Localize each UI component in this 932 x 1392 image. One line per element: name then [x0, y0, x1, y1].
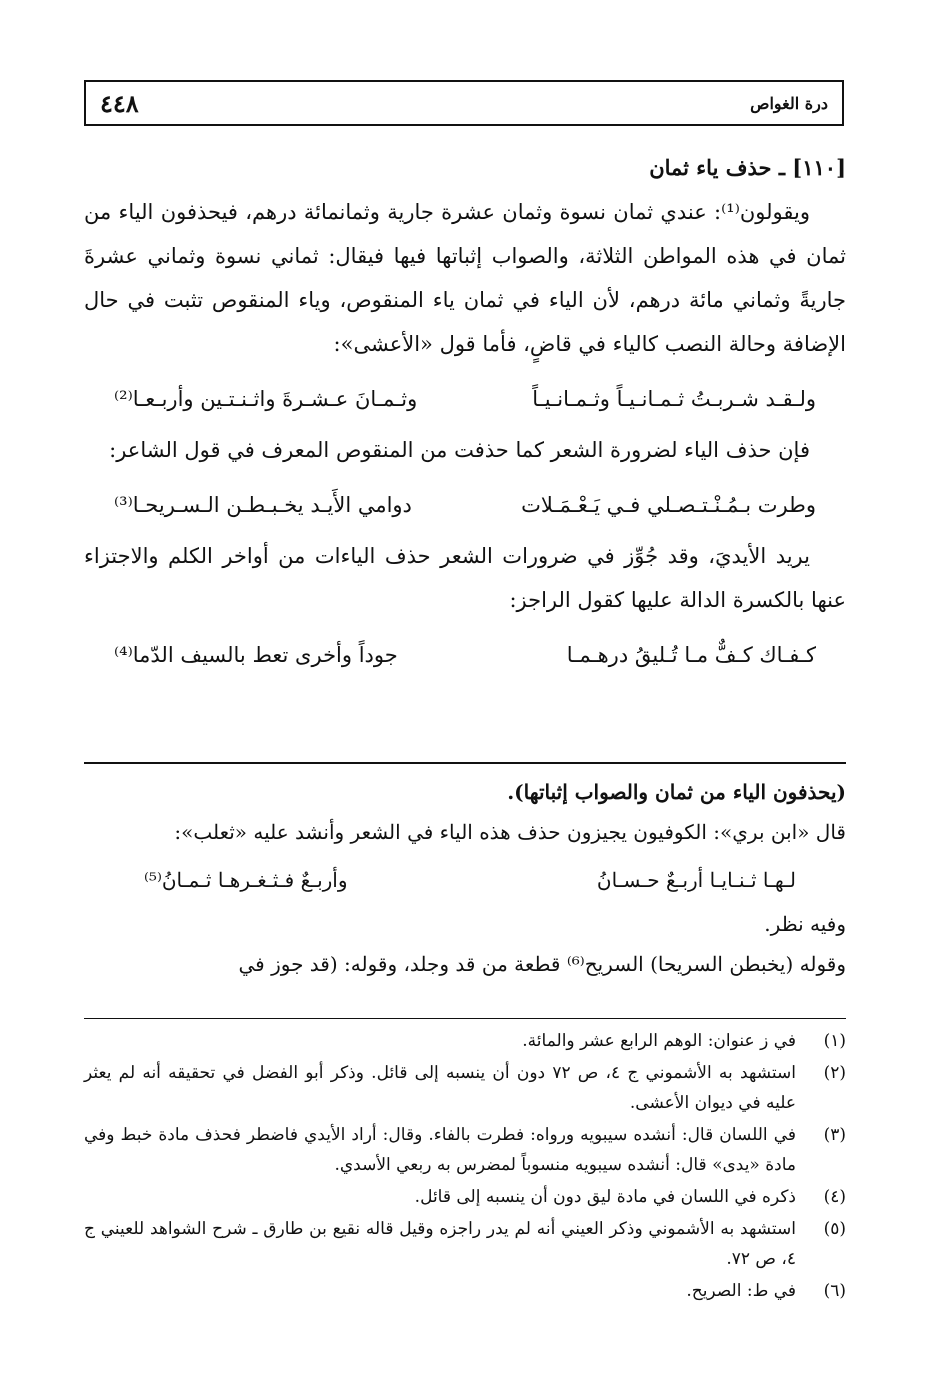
footnote	[84, 1026, 846, 1056]
verse-1	[84, 366, 846, 428]
commentary-verse	[84, 852, 846, 904]
footnote	[84, 1120, 846, 1180]
main-text	[84, 150, 846, 684]
footnote	[84, 1058, 846, 1118]
footnotes-divider	[84, 1018, 846, 1019]
verse-2	[84, 472, 846, 534]
commentary-paragraph-1: قال «ابن بري»: الكوفيون يجيزون حذف هذه الياء في الشعر وأنشد عليه «ثعلب»:	[174, 820, 846, 844]
commentary-verse-second-hemistich: وأربـعٌ فـثـغـرهـا ثـمـانُ⁽⁵⁾	[144, 868, 348, 892]
commentary-verse-first-hemistich: لـهـا ثـنـايـا أربـعٌ حـسـانُ	[596, 868, 796, 892]
section-title: [١١٠] ـ حذف ياء ثمان	[649, 155, 846, 180]
commentary-paragraph-3: وقوله (يخبطن السريحا) السريح⁽⁶⁾ قطعة من قد وجلد، وقوله: (قد جوز في	[238, 952, 846, 976]
commentary-divider	[84, 762, 846, 764]
footnote-number: (٤)	[823, 1187, 846, 1207]
paragraph-3: يريد الأيديَ، وقد جُوِّز في ضرورات الشعر حذف الياءات من أواخر الكلم والاجتزاء عنها بالكسرة الدالة عليها كقول الراجز:	[84, 544, 846, 612]
footnote-text: في ط: الصريح.	[686, 1281, 796, 1301]
paragraph-1: ويقولون⁽¹⁾: عندي ثمان نسوة وثمان عشرة جارية وثمانمائة درهم، فيحذفون الياء من ثمان في هذه المواطن الثلاثة، والصواب إثباتها فيها فيقال: ثماني نسوة وثماني عشرةَ جاريةً وثماني مائة درهم، لأن الياء في ثمان ياء المنقوص، وياء المنقوص تثبت في حال الإضافة وحالة النصب كالياء في قاضٍ، فأما قول «الأعشى»:	[84, 200, 846, 356]
commentary-heading: (يحذفون الياء من ثمان والصواب إثباتها).	[507, 780, 846, 804]
verse-2-first-hemistich: وطرت بـمُـنْـتـصـلي فـي يَـعْـمَـلات	[521, 493, 816, 517]
book-title: درة الغواص	[750, 93, 828, 113]
footnote-number: (٦)	[823, 1281, 846, 1301]
page-header	[84, 80, 844, 126]
footnote-text: استشهد به الأشموني وذكر العيني أنه لم يدر راجزه وقيل قاله نقيع بن طارق ـ شرح الشواهد للعيني ج ٤، ص ٧٢.	[84, 1219, 796, 1269]
footnote-text: في ز عنوان: الوهم الرابع عشر والمائة.	[522, 1031, 796, 1051]
commentary-paragraph-2: وفيه نظر.	[764, 912, 846, 936]
verse-2-second-hemistich: دوامي الأَيـد يخـبـطـن الـسـريحـا⁽³⁾	[114, 493, 412, 517]
footnote	[84, 1182, 846, 1212]
commentary-text	[84, 772, 846, 984]
footnote-number: (٢)	[823, 1063, 846, 1083]
verse-1-first-hemistich: ولـقـد شـربـتُ ثـمـانـيـاً وثـمـانـيـاً	[532, 387, 816, 411]
verse-3-first-hemistich: كـفـاك كـفٌّ مـا تُـليقُ درهـمـا	[566, 643, 816, 667]
footnote	[84, 1276, 846, 1306]
footnotes	[84, 1026, 846, 1308]
verse-3-second-hemistich: جوداً وأخرى تعط بالسيف الدّما⁽⁴⁾	[114, 643, 398, 667]
paragraph-2: فإن حذف الياء لضرورة الشعر كما حذفت من المنقوص المعرف في قول الشاعر:	[109, 438, 810, 462]
footnote-text: استشهد به الأشموني ج ٤، ص ٧٢ دون أن ينسبه إلى قائل. وذكر أبو الفضل في تحقيقه أنه لم يعثر عليه في ديوان الأعشى.	[84, 1063, 796, 1113]
footnote-number: (١)	[823, 1031, 846, 1051]
page-number: ٤٤٨	[100, 88, 139, 118]
footnote-text: ذكره في اللسان في مادة ليق دون أن ينسبه إلى قائل.	[414, 1187, 796, 1207]
verse-1-second-hemistich: وثـمـانَ عـشـرةَ واثـنـتـين وأربـعـا⁽²⁾	[114, 387, 418, 411]
footnote-number: (٥)	[823, 1219, 846, 1239]
footnote	[84, 1214, 846, 1274]
footnote-number: (٣)	[823, 1125, 846, 1145]
verse-3	[84, 622, 846, 684]
footnote-text: في اللسان قال: أنشده سيبويه ورواه: فطرت بالفاء. وقال: أراد الأيدي فاضطر فحذف مادة خبط وفي مادة «يدى» قال: أنشده سيبويه منسوباً لمضرس به ربعي الأسدي.	[84, 1125, 796, 1175]
